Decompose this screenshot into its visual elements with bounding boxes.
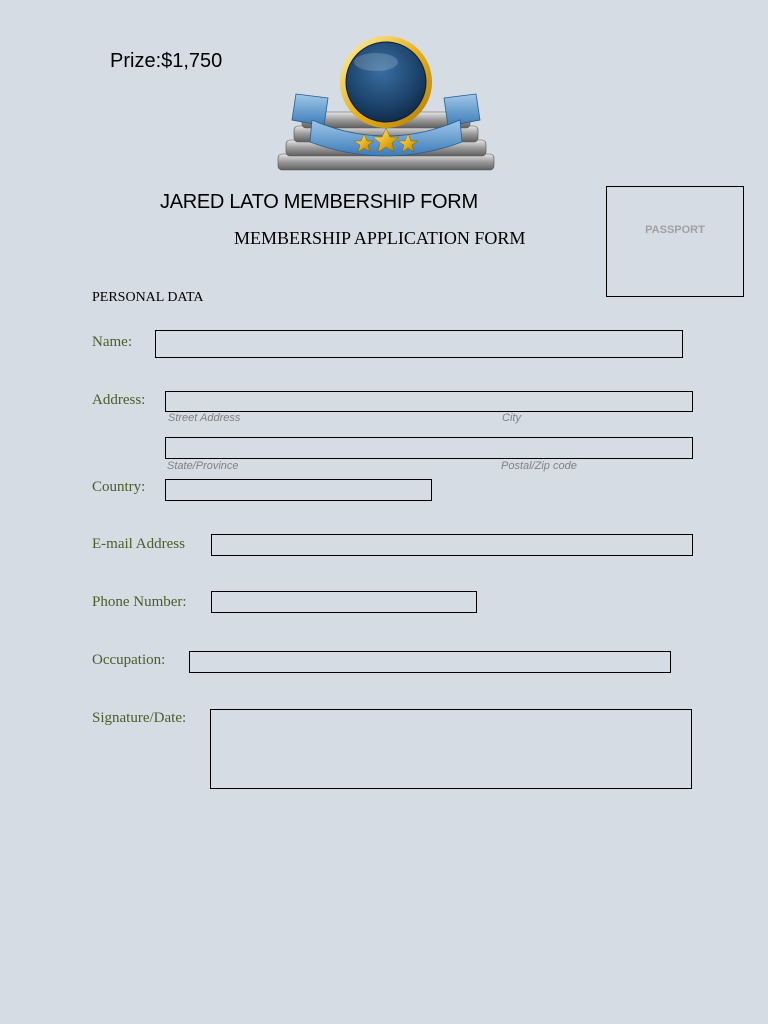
name-label: Name: bbox=[92, 334, 132, 350]
form-title: JARED LATO MEMBERSHIP FORM bbox=[160, 191, 478, 213]
name-field[interactable] bbox=[155, 330, 683, 358]
passport-label: PASSPORT bbox=[645, 224, 705, 236]
section-heading: PERSONAL DATA bbox=[92, 290, 204, 305]
address-label: Address: bbox=[92, 392, 146, 408]
email-label: E-mail Address bbox=[92, 536, 185, 552]
country-label: Country: bbox=[92, 479, 146, 495]
address-line1-field[interactable] bbox=[165, 391, 693, 412]
signature-field[interactable] bbox=[210, 709, 692, 789]
prize-text: Prize:$1,750 bbox=[110, 50, 223, 72]
email-field[interactable] bbox=[211, 534, 693, 556]
form-subtitle: MEMBERSHIP APPLICATION FORM bbox=[234, 228, 526, 248]
passport-photo-box[interactable] bbox=[606, 186, 744, 297]
postal-code-hint: Postal/Zip code bbox=[501, 460, 577, 472]
phone-label: Phone Number: bbox=[92, 594, 187, 610]
country-field[interactable] bbox=[165, 479, 432, 501]
phone-field[interactable] bbox=[211, 591, 477, 613]
street-address-hint: Street Address bbox=[168, 412, 241, 424]
state-province-hint: State/Province bbox=[167, 460, 239, 472]
address-line2-field[interactable] bbox=[165, 437, 693, 459]
award-badge-icon bbox=[276, 34, 496, 176]
occupation-field[interactable] bbox=[189, 651, 671, 673]
signature-label: Signature/Date: bbox=[92, 710, 187, 726]
occupation-label: Occupation: bbox=[92, 652, 166, 668]
city-hint: City bbox=[502, 412, 521, 424]
